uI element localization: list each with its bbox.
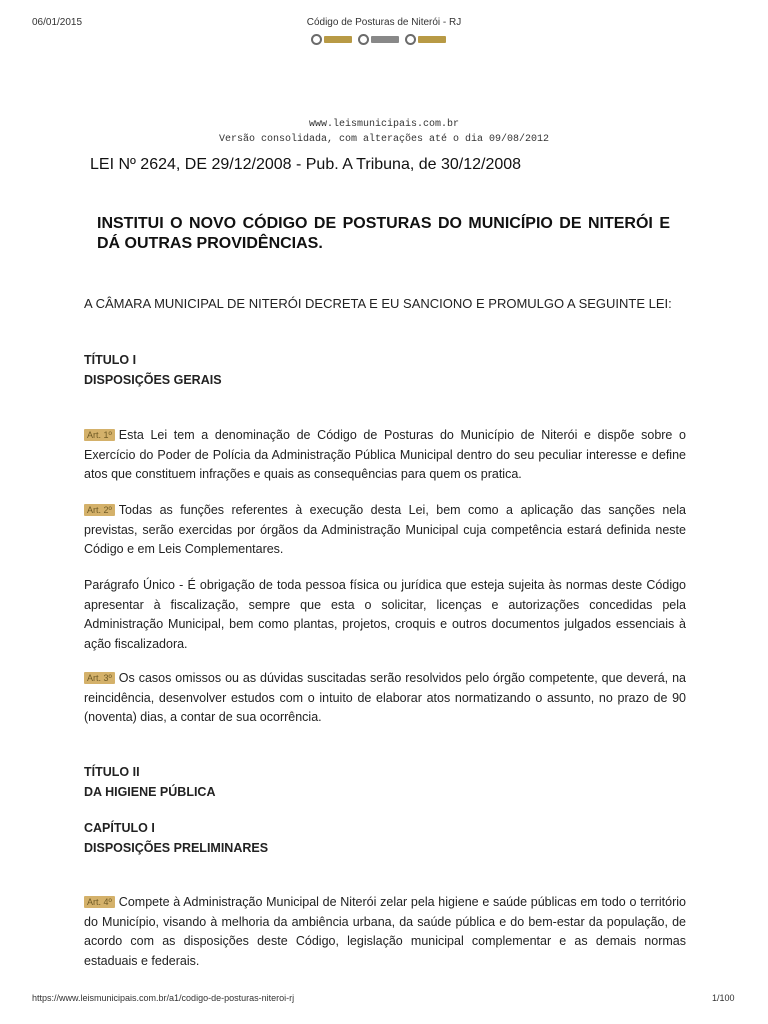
law-title: LEI Nº 2624, DE 29/12/2008 - Pub. A Tribuna, de 30/12/2008: [90, 156, 522, 173]
print-page-title: Código de Posturas de Niterói - RJ: [306, 17, 462, 28]
article-1-tag[interactable]: Art. 1º: [84, 429, 115, 441]
print-date: 06/01/2015: [32, 17, 83, 28]
titulo-2-heading: [84, 762, 216, 802]
site-url: www.leismunicipais.com.br: [308, 119, 460, 130]
version-note: Versão consolidada, com alterações até o dia 09/08/2012: [218, 134, 550, 145]
logo-3: [405, 32, 446, 46]
article-3-text: Os casos omissos ou as dúvidas suscitadas serão resolvidos pelo órgão competente, que deverá, na reincidência, desenvolver estudos com o intuito de elaborar atos normatizando o assunto, no prazo de 90 (noventa) dias, a contar de sua ocorrência.: [84, 671, 686, 724]
print-footer-url: https://www.leismunicipais.com.br/a1/codigo-de-posturas-niteroi-rj: [32, 993, 295, 1003]
article-2-text: Todas as funções referentes à execução desta Lei, bem como a aplicação das sanções nela previstas, serão exercidas por órgãos da Administração Municipal cuja competência estará definida neste Código e em Leis Complementares.: [84, 503, 686, 556]
print-page-number: 1/100: [712, 993, 735, 1003]
titulo-2-label: TÍTULO II: [84, 765, 140, 779]
capitulo-1-name: DISPOSIÇÕES PRELIMINARES: [84, 841, 269, 855]
article-4-text: Compete à Administração Municipal de Niterói zelar pela higiene e saúde públicas em todo o território do Município, visando à melhoria da ambiência urbana, da saúde pública e do bem-estar da população, de acordo com as disposições deste Código, legislação municipal complementar e as demais normas estaduais e federais.: [84, 895, 686, 968]
article-4: [84, 893, 686, 971]
article-3: [84, 669, 686, 728]
law-ementa: INSTITUI O NOVO CÓDIGO DE POSTURAS DO MUNICÍPIO DE NITERÓI E DÁ OUTRAS PROVIDÊNCIAS.: [97, 215, 670, 252]
article-1: [84, 426, 686, 485]
logo-strip: [311, 32, 456, 46]
titulo-2-name: DA HIGIENE PÚBLICA: [84, 785, 216, 799]
titulo-1-heading: [84, 350, 222, 390]
logo-1: [311, 32, 352, 46]
logo-2: [358, 32, 399, 46]
article-3-tag[interactable]: Art. 3º: [84, 672, 115, 684]
article-2-tag[interactable]: Art. 2º: [84, 504, 115, 516]
decree-text: A CÂMARA MUNICIPAL DE NITERÓI DECRETA E EU SANCIONO E PROMULGO A SEGUINTE LEI:: [84, 296, 672, 311]
capitulo-1-label: CAPÍTULO I: [84, 821, 155, 835]
titulo-1-name: DISPOSIÇÕES GERAIS: [84, 373, 222, 387]
article-1-text: Esta Lei tem a denominação de Código de Posturas do Município de Niterói e dispõe sobre o Exercício do Poder de Polícia da Administração Pública Municipal dentro do seu peculiar interesse e define atos que constituem infrações e quais as consequências para quem os pratica.: [84, 428, 686, 481]
capitulo-1-heading: [84, 818, 268, 858]
paragrafo-unico: Parágrafo Único - É obrigação de toda pessoa física ou jurídica que esteja sujeita às normas deste Código apresentar à fiscalização, sempre que esta o solicitar, licenças e autorizações concedidas pela Administração Municipal, bem como plantas, projetos, croquis e outros documentos julgados essenciais à ação fiscalizadora.: [84, 578, 686, 651]
article-2: [84, 501, 686, 560]
article-4-tag[interactable]: Art. 4º: [84, 896, 115, 908]
titulo-1-label: TÍTULO I: [84, 353, 137, 367]
